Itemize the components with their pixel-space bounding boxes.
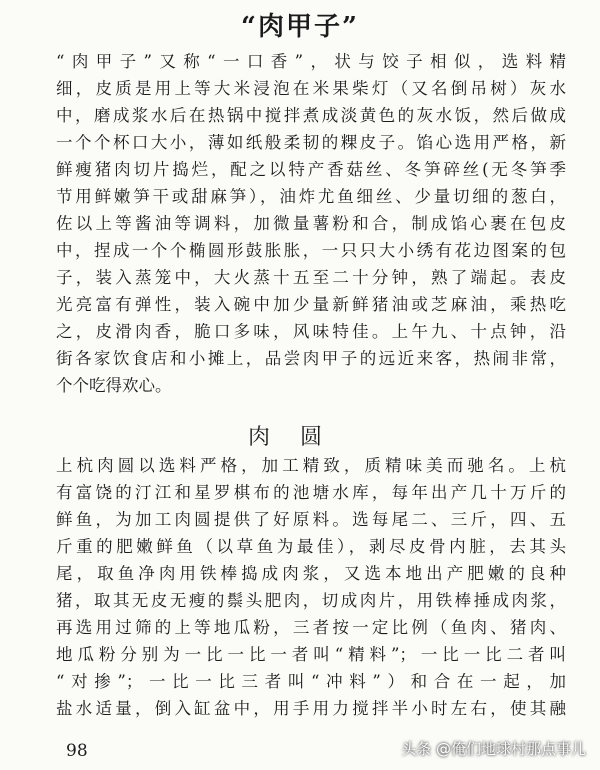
text-line: 上杭肉圆以选料严格，加工精致，质精味美而驰名。上杭 — [56, 456, 566, 475]
source-watermark: 头条 @俺们地球村那点事儿 — [401, 740, 586, 758]
text-line: 地瓜粉分别为一比一比一者叫“精料”；一比一比二者叫 — [56, 645, 566, 664]
text-line: 节用鲜嫩笋干或甜麻笋），油炸尤鱼细丝、少量切细的葱白， — [56, 187, 566, 206]
text-line: 佐以上等酱油等调料，加微量薯粉和合，制成馅心裹在包皮 — [56, 214, 566, 233]
paragraph-rou-jiazi — [56, 48, 566, 399]
text-line: 斤重的肥嫩鲜鱼（以草鱼为最佳），剥尽皮骨内脏，去其头 — [56, 537, 566, 556]
text-line: “对掺”；一比一比三者叫“冲料”）和合在一起，加 — [56, 672, 566, 691]
text-line: 猪，取其无皮无瘦的鬃头肥肉，切成肉片，用铁棒捶成肉浆， — [56, 591, 566, 610]
text-line: 细，皮质是用上等大米浸泡在米果柴灯（又名倒吊树）灰水 — [56, 79, 566, 98]
text-line: 尾，取鱼净肉用铁棒捣成肉浆，又选本地出产肥嫩的良种 — [56, 564, 566, 583]
text-line: 光亮富有弹性，装入碗中加少量新鲜猪油或芝麻油，乘热吃 — [56, 295, 566, 314]
section-title-rou-yuan: 肉圆 — [247, 425, 352, 450]
text-line: 街各家饮食店和小摊上，品尝肉甲子的远近来客，热闹非常， — [56, 349, 566, 368]
section-title-rou-jiazi: “肉甲子” — [241, 12, 359, 42]
page-number: 98 — [66, 741, 88, 761]
text-line: 子，装入蒸笼中，大火蒸十五至二十分钟，熟了端起。表皮 — [56, 268, 566, 287]
text-line: “肉甲子”又称“一口香”，状与饺子相似，选料精 — [56, 52, 566, 71]
text-line: 盐水适量，倒入缸盆中，用手用力搅拌半小时左右，使其融 — [56, 699, 566, 718]
text-line: 再选用过筛的上等地瓜粉，三者按一定比例（鱼肉、猪肉、 — [56, 618, 566, 637]
text-line: 有富饶的汀江和星罗棋布的池塘水库，每年出产几十万斤的 — [56, 483, 566, 502]
paragraph-rou-yuan — [56, 452, 566, 722]
text-line: 个个吃得欢心。 — [56, 376, 172, 395]
text-line: 鲜瘦猪肉切片捣烂，配之以特产香菇丝、冬笋碎丝(无冬笋季 — [56, 160, 566, 179]
text-line: 之，皮滑肉香，脆口多味，风味特佳。上午九、十点钟，沿 — [56, 322, 566, 341]
text-line: 鲜鱼，为加工肉圆提供了好原料。选每尾二、三斤，四、五 — [56, 510, 566, 529]
text-line: 一个个杯口大小，薄如纸般柔韧的粿皮子。馅心选用严格，新 — [56, 133, 566, 152]
text-line: 中，磨成浆水后在热锅中搅拌煮成淡黄色的灰水饭，然后做成 — [56, 106, 566, 125]
text-line: 中，捏成一个个椭圆形鼓胀胀，一只只大小绣有花边图案的包 — [56, 241, 566, 260]
